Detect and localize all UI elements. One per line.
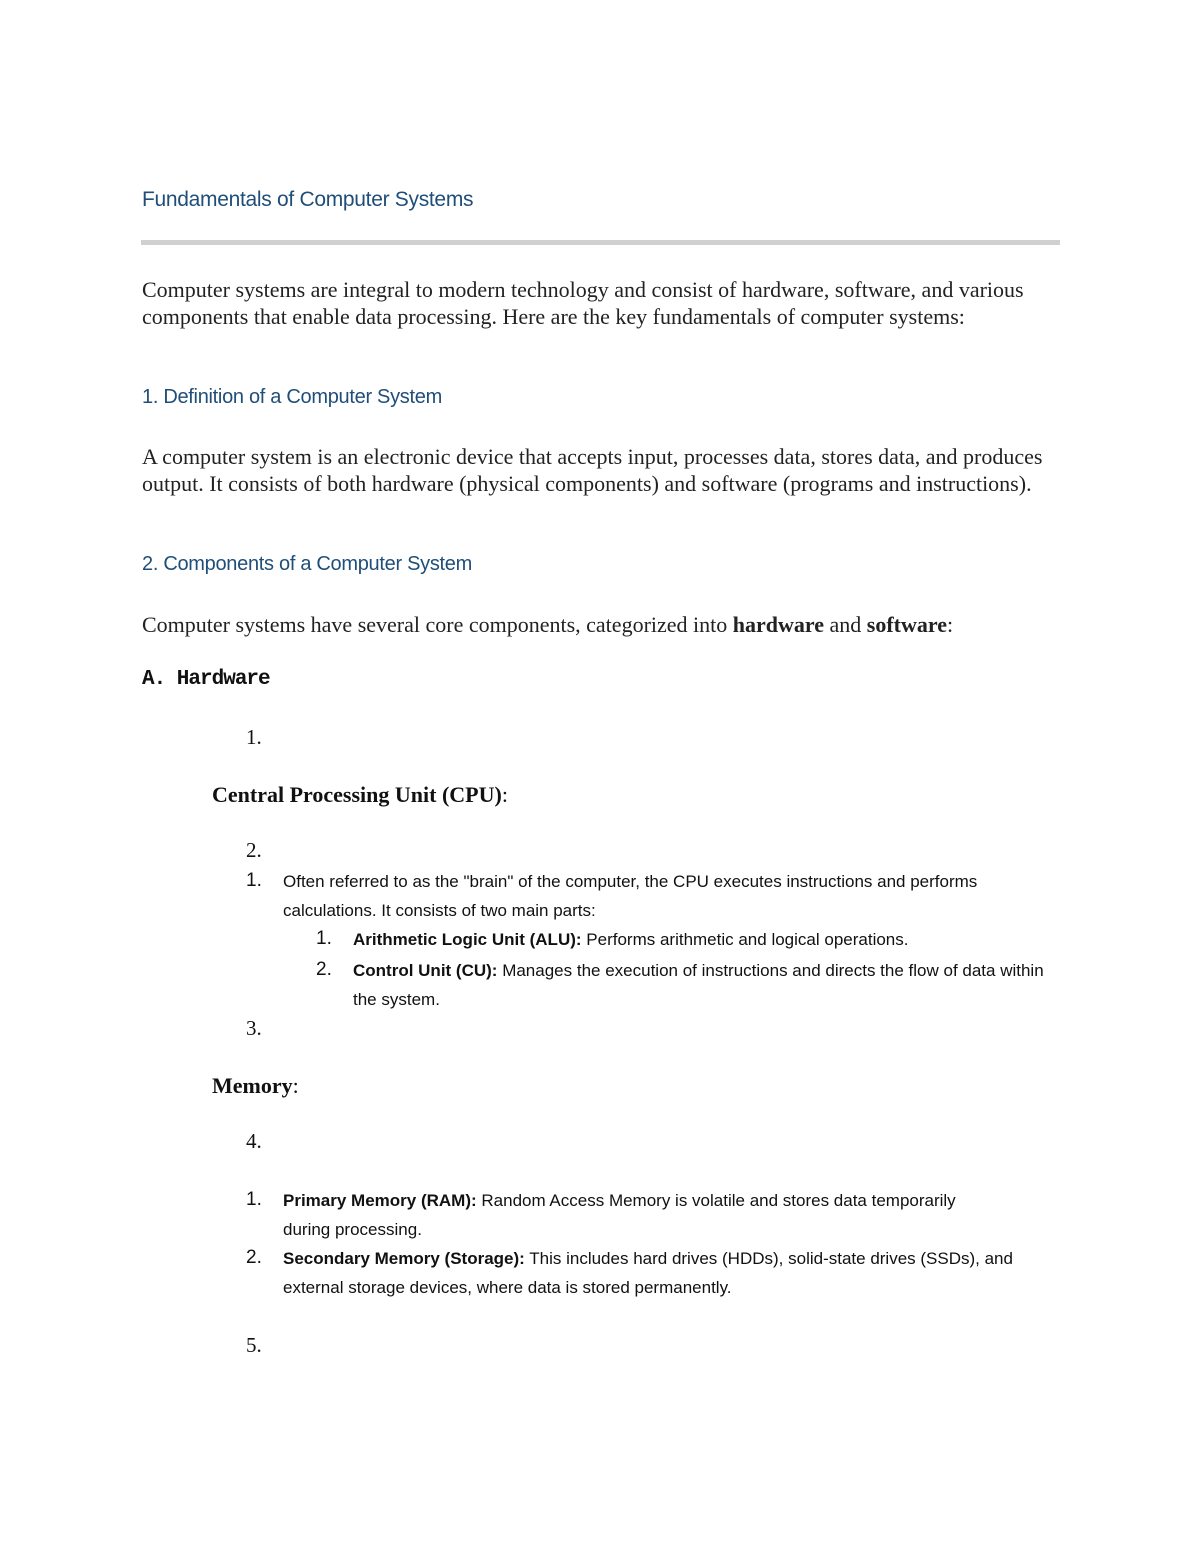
ram-item: Primary Memory (RAM): Random Access Memory is volatile and stores data temporarily during processing. <box>283 1191 956 1239</box>
list-number-4: 4. <box>246 1129 262 1153</box>
document-title: Fundamentals of Computer Systems <box>142 188 474 211</box>
list-number-5: 5. <box>246 1333 262 1357</box>
alu-number: 1. <box>316 928 332 949</box>
section1-body: A computer system is an electronic device that accepts input, processes data, stores data, and produces output. It consists of both hardware (physical components) and software (programs and instructions). <box>142 444 1043 496</box>
section1-heading: 1. Definition of a Computer System <box>142 386 442 408</box>
storage-number: 2. <box>246 1247 262 1268</box>
list-number-2: 2. <box>246 838 262 862</box>
hardware-heading: A. Hardware <box>142 668 270 691</box>
cpu-label: Central Processing Unit (CPU): <box>212 782 508 807</box>
memory-label: Memory: <box>212 1073 299 1098</box>
list-number-3: 3. <box>246 1016 262 1040</box>
storage-item: Secondary Memory (Storage): This includes hard drives (HDDs), solid-state drives (SSDs), and external storage devices, where data is stored permanently. <box>283 1249 1013 1297</box>
intro-paragraph: Computer systems are integral to modern technology and consist of hardware, software, and various components that enable data processing. Here are the key fundamentals of computer systems: <box>142 277 1024 329</box>
title-divider <box>141 240 1060 245</box>
ram-number: 1. <box>246 1189 262 1210</box>
cpu-description: Often referred to as the "brain" of the computer, the CPU executes instructions and performs calculations. It consists of two main parts: <box>283 872 978 920</box>
cu-number: 2. <box>316 959 332 980</box>
cpu-item-number: 1. <box>246 870 262 891</box>
software-term: software <box>866 612 948 637</box>
cu-item: Control Unit (CU): Manages the execution of instructions and directs the flow of data within the system. <box>353 961 1044 1009</box>
hardware-term: hardware <box>732 612 825 637</box>
section2-heading: 2. Components of a Computer System <box>142 553 472 575</box>
alu-item: Arithmetic Logic Unit (ALU): Performs arithmetic and logical operations. <box>353 930 909 949</box>
section2-body: Computer systems have several core components, categorized into hardware and software: <box>142 612 954 637</box>
list-number-1: 1. <box>246 725 262 749</box>
